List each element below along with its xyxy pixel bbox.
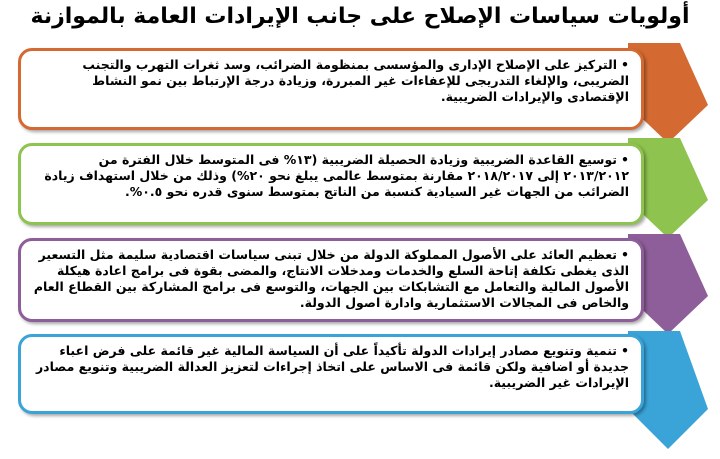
diagram-title: أولويات سياسات الإصلاح على جانب الإيرادات العامة بالموازنة [30, 4, 690, 29]
priority-text-4: تنمية وتنويع مصادر إيرادات الدولة تأكيداً على أن السياسة المالية غير قائمة على فرض اعباء جديدة أو اضافية ولكن قائمة فى الاساس على اتخاذ إجراءات لتعزيز العدالة الضريبية وتنويع مصادر الإيرادات غير الضريبية. [35, 343, 629, 390]
priority-row-1 [0, 43, 720, 135]
priority-box-2 [18, 143, 644, 225]
priority-box-4 [18, 334, 644, 414]
bullet-1: • [621, 57, 629, 72]
priority-row-2 [0, 138, 720, 230]
priority-row-4 [0, 331, 720, 449]
priority-row-3 [0, 234, 720, 330]
bullet-4: • [621, 343, 629, 358]
priority-box-3 [18, 238, 644, 322]
bullet-2: • [621, 152, 629, 167]
bullet-3: • [621, 247, 629, 262]
priority-box-1 [18, 48, 644, 130]
priority-text-2: توسيع القاعدة الضريبية وزيادة الحصيلة الضريبية (١٣% فى المتوسط خلال الفترة من ٢٠١٣/٢٠١٢ إلى ٢٠١٨/٢٠١٧ مقارنة بمتوسط عالمى يبلغ نحو ٢٠%) وذلك من خلال استهداف زيادة الضرائب من الجهات غير السيادية كنسبة من الناتج بمتوسط سنوى قدره نحو ٠.٥%. [44, 152, 629, 199]
priority-text-1: التركيز على الإصلاح الإدارى والمؤسسى بمنظومة الضرائب، وسد ثغرات التهرب والتجنب الضريبى، والإلغاء التدريجى للإعفاءات غير المبررة، وزيادة درجة الإرتباط بين نمو النشاط الإقتصادى والإيرادات الضريبية. [82, 57, 629, 104]
priority-text-3: تعظيم العائد على الأصول المملوكة الدولة من خلال تبنى سياسات اقتصادية سليمة مثل التسعير الذى يغطى تكلفة إتاحة السلع والخدمات ومدخلات الانتاج، والمضى بقوة فى برامج اعادة هيكلة الأصول المالية والتعامل مع التشابكات بين الجهات، والتوسع فى برامج المشاركة بين القطاع العام والخاص فى المجالات الاستثمارية وادارة اصول الدولة. [33, 247, 629, 310]
